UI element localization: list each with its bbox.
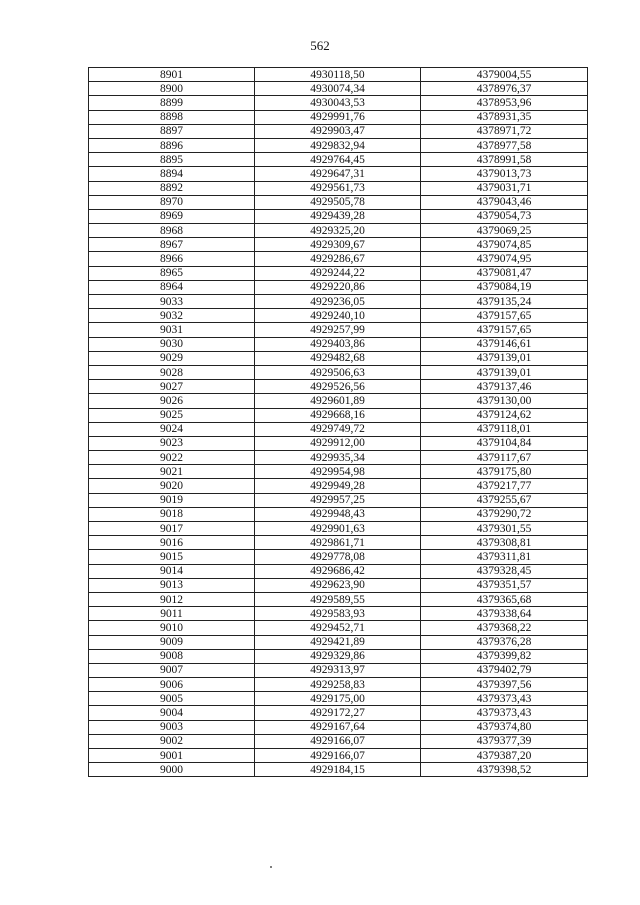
x-coordinate-cell: 4929258,83 [255, 678, 421, 692]
table-row [89, 451, 588, 465]
point-number-cell: 8969 [89, 209, 255, 223]
y-coordinate-cell: 4379084,19 [421, 280, 588, 294]
y-coordinate-cell: 4378931,35 [421, 110, 588, 124]
point-number-cell: 9013 [89, 578, 255, 592]
point-number-cell: 9032 [89, 309, 255, 323]
y-coordinate-cell: 4378971,72 [421, 124, 588, 138]
y-coordinate-cell: 4379328,45 [421, 564, 588, 578]
x-coordinate-cell: 4929452,71 [255, 621, 421, 635]
x-coordinate-cell: 4929949,28 [255, 479, 421, 493]
y-coordinate-cell: 4379402,79 [421, 663, 588, 677]
x-coordinate-cell: 4929778,08 [255, 550, 421, 564]
table-row [89, 394, 588, 408]
y-coordinate-cell: 4379069,25 [421, 224, 588, 238]
table-row [89, 252, 588, 266]
point-number-cell: 8964 [89, 280, 255, 294]
y-coordinate-cell: 4379398,52 [421, 763, 588, 777]
table-row [89, 280, 588, 294]
point-number-cell: 9027 [89, 380, 255, 394]
table-row [89, 479, 588, 493]
y-coordinate-cell: 4379399,82 [421, 649, 588, 663]
x-coordinate-cell: 4929175,00 [255, 692, 421, 706]
x-coordinate-cell: 4930074,34 [255, 82, 421, 96]
y-coordinate-cell: 4379373,43 [421, 706, 588, 720]
point-number-cell: 8968 [89, 224, 255, 238]
table-row [89, 124, 588, 138]
table-row [89, 663, 588, 677]
y-coordinate-cell: 4379308,81 [421, 536, 588, 550]
point-number-cell: 9011 [89, 607, 255, 621]
point-number-cell: 9002 [89, 734, 255, 748]
y-coordinate-cell: 4379397,56 [421, 678, 588, 692]
y-coordinate-cell: 4379118,01 [421, 422, 588, 436]
y-coordinate-cell: 4379146,61 [421, 337, 588, 351]
y-coordinate-cell: 4379376,28 [421, 635, 588, 649]
y-coordinate-cell: 4379377,39 [421, 734, 588, 748]
y-coordinate-cell: 4379217,77 [421, 479, 588, 493]
x-coordinate-cell: 4929526,56 [255, 380, 421, 394]
x-coordinate-cell: 4929935,34 [255, 451, 421, 465]
point-number-cell: 9009 [89, 635, 255, 649]
x-coordinate-cell: 4929948,43 [255, 507, 421, 521]
y-coordinate-cell: 4379043,46 [421, 195, 588, 209]
point-number-cell: 9030 [89, 337, 255, 351]
y-coordinate-cell: 4379311,81 [421, 550, 588, 564]
table-row [89, 607, 588, 621]
page-number: 562 [310, 38, 330, 53]
x-coordinate-cell: 4929505,78 [255, 195, 421, 209]
x-coordinate-cell: 4929903,47 [255, 124, 421, 138]
table-row [89, 436, 588, 450]
point-number-cell: 8967 [89, 238, 255, 252]
y-coordinate-cell: 4378977,58 [421, 138, 588, 152]
y-coordinate-cell: 4379004,55 [421, 68, 588, 82]
table-row [89, 351, 588, 365]
x-coordinate-cell: 4929749,72 [255, 422, 421, 436]
point-number-cell: 8901 [89, 68, 255, 82]
x-coordinate-cell: 4929313,97 [255, 663, 421, 677]
y-coordinate-cell: 4379139,01 [421, 365, 588, 379]
point-number-cell: 9015 [89, 550, 255, 564]
y-coordinate-cell: 4378991,58 [421, 153, 588, 167]
x-coordinate-cell: 4929601,89 [255, 394, 421, 408]
table-row [89, 720, 588, 734]
table-row [89, 592, 588, 606]
x-coordinate-cell: 4929329,86 [255, 649, 421, 663]
x-coordinate-cell: 4929166,07 [255, 749, 421, 763]
point-number-cell: 8965 [89, 266, 255, 280]
x-coordinate-cell: 4929172,27 [255, 706, 421, 720]
x-coordinate-cell: 4929506,63 [255, 365, 421, 379]
table-row [89, 181, 588, 195]
point-number-cell: 9023 [89, 436, 255, 450]
table-row [89, 706, 588, 720]
table-row [89, 138, 588, 152]
table-row [89, 309, 588, 323]
point-number-cell: 9012 [89, 592, 255, 606]
y-coordinate-cell: 4379351,57 [421, 578, 588, 592]
table-row [89, 238, 588, 252]
table-row [89, 365, 588, 379]
table-row [89, 195, 588, 209]
table-row [89, 692, 588, 706]
x-coordinate-cell: 4929286,67 [255, 252, 421, 266]
point-number-cell: 9019 [89, 493, 255, 507]
y-coordinate-cell: 4379338,64 [421, 607, 588, 621]
table-row [89, 493, 588, 507]
point-number-cell: 9021 [89, 465, 255, 479]
y-coordinate-cell: 4379031,71 [421, 181, 588, 195]
point-number-cell: 9018 [89, 507, 255, 521]
point-number-cell: 9000 [89, 763, 255, 777]
point-number-cell: 9008 [89, 649, 255, 663]
y-coordinate-cell: 4379130,00 [421, 394, 588, 408]
x-coordinate-cell: 4929954,98 [255, 465, 421, 479]
scan-speck [270, 866, 272, 868]
table-row [89, 295, 588, 309]
table-row [89, 465, 588, 479]
table-row [89, 209, 588, 223]
x-coordinate-cell: 4929257,99 [255, 323, 421, 337]
point-number-cell: 9026 [89, 394, 255, 408]
point-number-cell: 9025 [89, 408, 255, 422]
x-coordinate-cell: 4929166,07 [255, 734, 421, 748]
point-number-cell: 9016 [89, 536, 255, 550]
y-coordinate-cell: 4379135,24 [421, 295, 588, 309]
y-coordinate-cell: 4379137,46 [421, 380, 588, 394]
y-coordinate-cell: 4379365,68 [421, 592, 588, 606]
x-coordinate-cell: 4929623,90 [255, 578, 421, 592]
point-number-cell: 9014 [89, 564, 255, 578]
coordinates-table-body [89, 68, 588, 777]
point-number-cell: 9031 [89, 323, 255, 337]
table-row [89, 649, 588, 663]
point-number-cell: 9029 [89, 351, 255, 365]
table-row [89, 422, 588, 436]
table-row [89, 734, 588, 748]
x-coordinate-cell: 4929244,22 [255, 266, 421, 280]
y-coordinate-cell: 4379081,47 [421, 266, 588, 280]
x-coordinate-cell: 4929583,93 [255, 607, 421, 621]
point-number-cell: 8894 [89, 167, 255, 181]
x-coordinate-cell: 4929647,31 [255, 167, 421, 181]
x-coordinate-cell: 4929240,10 [255, 309, 421, 323]
y-coordinate-cell: 4379157,65 [421, 309, 588, 323]
point-number-cell: 8900 [89, 82, 255, 96]
table-row [89, 564, 588, 578]
x-coordinate-cell: 4929220,86 [255, 280, 421, 294]
y-coordinate-cell: 4379290,72 [421, 507, 588, 521]
point-number-cell: 9033 [89, 295, 255, 309]
table-row [89, 763, 588, 777]
point-number-cell: 8898 [89, 110, 255, 124]
table-row [89, 507, 588, 521]
y-coordinate-cell: 4379157,65 [421, 323, 588, 337]
y-coordinate-cell: 4379117,67 [421, 451, 588, 465]
point-number-cell: 9006 [89, 678, 255, 692]
table-row [89, 578, 588, 592]
y-coordinate-cell: 4378976,37 [421, 82, 588, 96]
y-coordinate-cell: 4379373,43 [421, 692, 588, 706]
x-coordinate-cell: 4929184,15 [255, 763, 421, 777]
x-coordinate-cell: 4929589,55 [255, 592, 421, 606]
table-row [89, 337, 588, 351]
x-coordinate-cell: 4929901,63 [255, 522, 421, 536]
y-coordinate-cell: 4379374,80 [421, 720, 588, 734]
x-coordinate-cell: 4929912,00 [255, 436, 421, 450]
table-row [89, 749, 588, 763]
y-coordinate-cell: 4379301,55 [421, 522, 588, 536]
y-coordinate-cell: 4379054,73 [421, 209, 588, 223]
y-coordinate-cell: 4379124,62 [421, 408, 588, 422]
table-row [89, 110, 588, 124]
point-number-cell: 8896 [89, 138, 255, 152]
x-coordinate-cell: 4929482,68 [255, 351, 421, 365]
x-coordinate-cell: 4929561,73 [255, 181, 421, 195]
y-coordinate-cell: 4379104,84 [421, 436, 588, 450]
y-coordinate-cell: 4379013,73 [421, 167, 588, 181]
table-row [89, 635, 588, 649]
y-coordinate-cell: 4379255,67 [421, 493, 588, 507]
point-number-cell: 8899 [89, 96, 255, 110]
point-number-cell: 9001 [89, 749, 255, 763]
table-row [89, 408, 588, 422]
table-row [89, 82, 588, 96]
x-coordinate-cell: 4929309,67 [255, 238, 421, 252]
table-row [89, 323, 588, 337]
x-coordinate-cell: 4929236,05 [255, 295, 421, 309]
point-number-cell: 9017 [89, 522, 255, 536]
y-coordinate-cell: 4379368,22 [421, 621, 588, 635]
point-number-cell: 9022 [89, 451, 255, 465]
table-row [89, 380, 588, 394]
table-row [89, 153, 588, 167]
table-row [89, 522, 588, 536]
y-coordinate-cell: 4379387,20 [421, 749, 588, 763]
x-coordinate-cell: 4929991,76 [255, 110, 421, 124]
x-coordinate-cell: 4929403,86 [255, 337, 421, 351]
table-row [89, 536, 588, 550]
point-number-cell: 8895 [89, 153, 255, 167]
table-row [89, 621, 588, 635]
y-coordinate-cell: 4378953,96 [421, 96, 588, 110]
y-coordinate-cell: 4379074,95 [421, 252, 588, 266]
coordinates-table [88, 67, 588, 777]
x-coordinate-cell: 4929686,42 [255, 564, 421, 578]
x-coordinate-cell: 4930043,53 [255, 96, 421, 110]
point-number-cell: 8970 [89, 195, 255, 209]
x-coordinate-cell: 4929861,71 [255, 536, 421, 550]
x-coordinate-cell: 4929764,45 [255, 153, 421, 167]
y-coordinate-cell: 4379139,01 [421, 351, 588, 365]
x-coordinate-cell: 4929325,20 [255, 224, 421, 238]
table-row [89, 266, 588, 280]
x-coordinate-cell: 4929421,89 [255, 635, 421, 649]
point-number-cell: 9010 [89, 621, 255, 635]
point-number-cell: 9003 [89, 720, 255, 734]
point-number-cell: 9024 [89, 422, 255, 436]
x-coordinate-cell: 4929832,94 [255, 138, 421, 152]
point-number-cell: 9020 [89, 479, 255, 493]
table-row [89, 550, 588, 564]
point-number-cell: 8897 [89, 124, 255, 138]
x-coordinate-cell: 4929668,16 [255, 408, 421, 422]
point-number-cell: 8892 [89, 181, 255, 195]
x-coordinate-cell: 4929167,64 [255, 720, 421, 734]
point-number-cell: 8966 [89, 252, 255, 266]
point-number-cell: 9028 [89, 365, 255, 379]
table-row [89, 96, 588, 110]
point-number-cell: 9007 [89, 663, 255, 677]
point-number-cell: 9005 [89, 692, 255, 706]
table-row [89, 68, 588, 82]
x-coordinate-cell: 4930118,50 [255, 68, 421, 82]
point-number-cell: 9004 [89, 706, 255, 720]
x-coordinate-cell: 4929957,25 [255, 493, 421, 507]
table-row [89, 678, 588, 692]
y-coordinate-cell: 4379175,80 [421, 465, 588, 479]
table-row [89, 224, 588, 238]
x-coordinate-cell: 4929439,28 [255, 209, 421, 223]
table-row [89, 167, 588, 181]
y-coordinate-cell: 4379074,85 [421, 238, 588, 252]
